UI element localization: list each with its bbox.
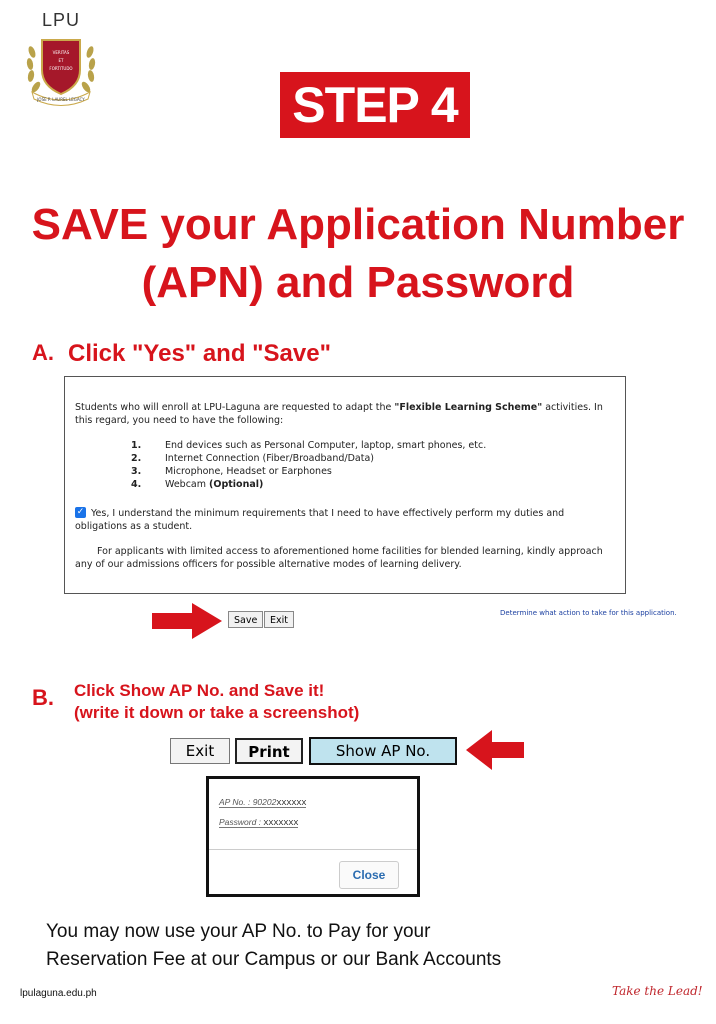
- headline: [0, 196, 716, 312]
- list-item: 1. End devices such as Personal Computer, laptop, smart phones, etc.: [131, 440, 487, 451]
- step-banner: STEP 4: [280, 72, 470, 138]
- save-button[interactable]: Save: [228, 611, 263, 628]
- tagline: Take the Lead!: [612, 984, 703, 998]
- popup-divider: [209, 849, 417, 850]
- list-item: 3. Microphone, Headset or Earphones: [131, 466, 332, 477]
- requirements-screenshot: [64, 376, 626, 594]
- section-b-title: Click Show AP No. and Save it! (write it down or take a screenshot): [74, 681, 360, 722]
- password-line: Password : XXXXXXX: [219, 817, 299, 827]
- section-a-title: Click "Yes" and "Save": [68, 340, 331, 367]
- requirements-list: [131, 439, 486, 491]
- ap-number-line: AP No. : 90202XXXXXX: [219, 797, 307, 807]
- limited-access-note: For applicants with limited access to aforementioned home facilities for blended learning, kindly approach any of our admissions officers for possible alternative modes of learning delivery.: [75, 546, 603, 570]
- exit-button[interactable]: Exit: [170, 738, 230, 764]
- exit-button[interactable]: Exit: [264, 611, 294, 628]
- headline-line-1: SAVE your Application Number: [31, 200, 685, 249]
- lpu-logo: [22, 12, 100, 108]
- list-item: 2. Internet Connection (Fiber/Broadband/Data): [131, 453, 374, 464]
- svg-text:ET: ET: [58, 58, 64, 63]
- requirements-intro: Students who will enroll at LPU-Laguna are requested to adapt the "Flexible Learning Scheme" activities. In this regard, you need to have the following:: [75, 402, 603, 426]
- agree-checkbox[interactable]: ✓: [76, 507, 85, 517]
- print-button[interactable]: Print: [235, 738, 303, 764]
- ap-number-popup: [206, 776, 420, 897]
- headline-line-2: (APN) and Password: [141, 258, 575, 307]
- website-url: lpulaguna.edu.ph: [20, 988, 97, 999]
- agree-label: Yes, I understand the minimum requirements that I need to have effectively perform my duties and obligations as a student.: [75, 508, 565, 532]
- svg-text:VERITAS: VERITAS: [52, 50, 70, 55]
- section-b-letter: B.: [32, 685, 54, 710]
- close-button[interactable]: Close: [339, 861, 399, 889]
- show-ap-number-button[interactable]: Show AP No.: [309, 737, 457, 765]
- logo-text: LPU: [41, 10, 80, 30]
- svg-text:JOSE P. LAUREL LEGACY: JOSE P. LAUREL LEGACY: [37, 97, 85, 102]
- payment-instructions: You may now use your AP No. to Pay for your Reservation Fee at our Campus or our Bank Accounts: [46, 921, 502, 970]
- svg-text:FORTITUDO: FORTITUDO: [49, 66, 73, 71]
- list-item: 4. Webcam (Optional): [131, 479, 264, 490]
- right-arrow-icon: [152, 603, 222, 639]
- section-a-letter: A.: [32, 340, 54, 365]
- left-arrow-icon: [466, 730, 524, 770]
- determine-action-link[interactable]: Determine what action to take for this application.: [500, 609, 677, 617]
